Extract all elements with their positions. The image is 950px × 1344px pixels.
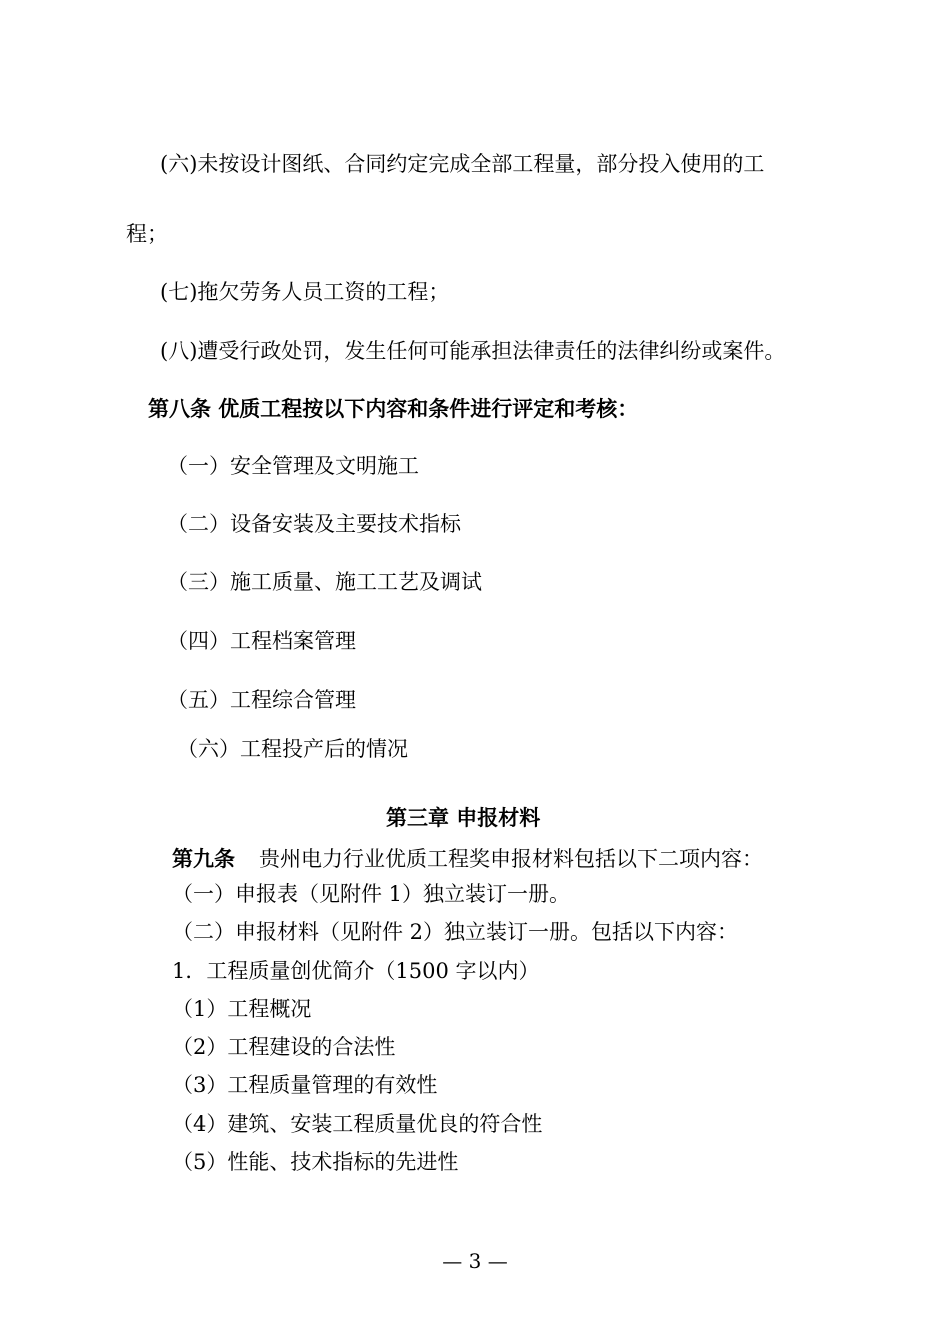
paragraph-item-6-line2: 程； [126,222,168,246]
article-9-text: 贵州电力行业优质工程奖申报材料包括以下二项内容： [259,847,763,871]
article-8-item: （六）工程投产后的情况 [177,737,408,761]
article-9-item: （二）申报材料（见附件 2）独立装订一册。包括以下内容： [172,920,739,944]
chapter-title: 第三章 申报材料 [386,805,541,830]
article-8-item: （五）工程综合管理 [167,688,356,712]
article-9-item: （4）建筑、安装工程质量优良的符合性 [172,1112,543,1136]
article-8-item: （一）安全管理及文明施工 [167,454,419,478]
article-9-paragraph [172,845,763,873]
paragraph-item-6-line1: (六)未按设计图纸、合同约定完成全部工程量，部分投入使用的工 [160,152,765,176]
page-number: — 3 — [442,1249,508,1273]
article-9-item: （5）性能、技术指标的先进性 [172,1150,459,1174]
article-9-item: 1．工程质量创优简介（1500 字以内） [172,959,540,983]
paragraph-item-7: (七)拖欠劳务人员工资的工程； [160,280,450,304]
article-8-heading: 第八条 优质工程按以下内容和条件进行评定和考核： [148,396,639,421]
article-9-label: 第九条 [172,846,235,871]
article-9-item: （1）工程概况 [172,997,312,1021]
article-9-item: （2）工程建设的合法性 [172,1035,396,1059]
article-8-item: （三）施工质量、施工工艺及调试 [167,570,482,594]
article-9-item: （3）工程质量管理的有效性 [172,1073,438,1097]
article-8-item: （四）工程档案管理 [167,629,356,653]
article-9-item: （一）申报表（见附件 1）独立装订一册。 [172,882,571,906]
paragraph-item-8: (八)遭受行政处罚，发生任何可能承担法律责任的法律纠纷或案件。 [160,339,786,363]
article-8-item: （二）设备安装及主要技术指标 [167,512,461,536]
